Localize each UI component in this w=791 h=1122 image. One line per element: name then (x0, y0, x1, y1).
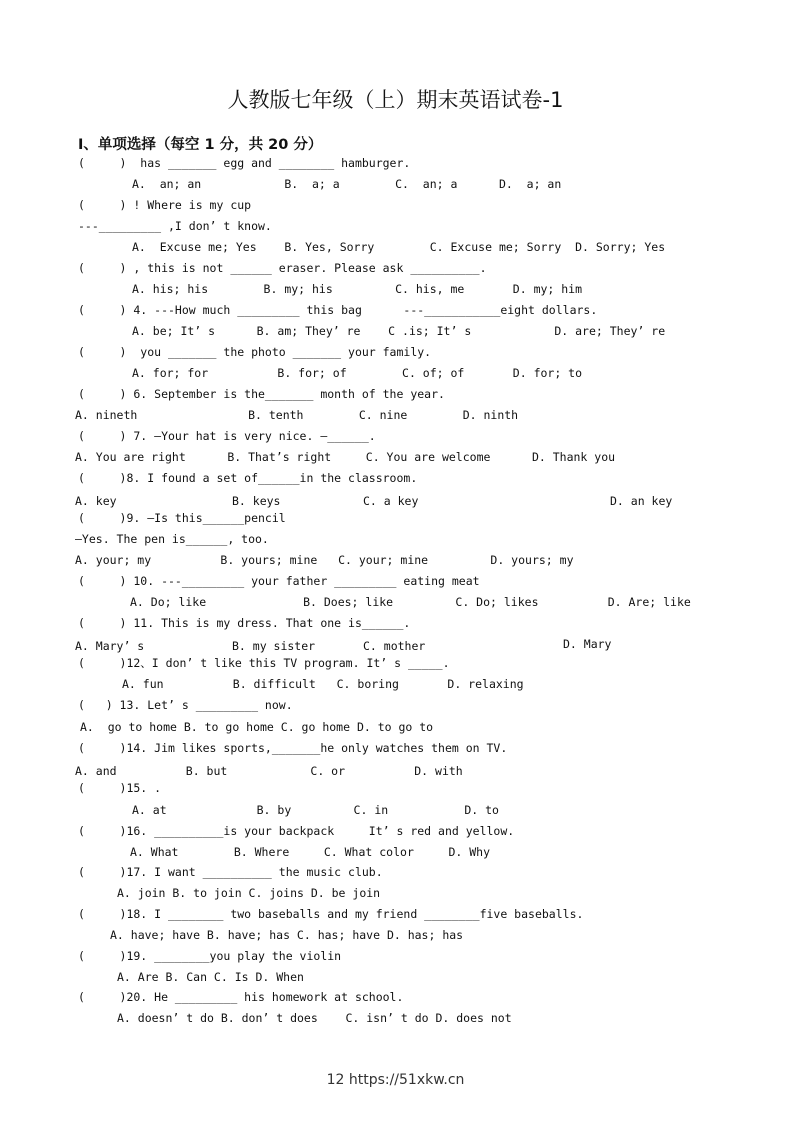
option-8a: A. key (75, 494, 117, 508)
question-17: ( )17. I want __________ the music club. (78, 865, 383, 879)
question-12: ( )12、I don’ t like this TV program. It’ s _____. (78, 656, 450, 670)
question-2: ( ) ! Where is my cup (78, 198, 252, 212)
question-7: ( ) 7. —Your hat is very nice. —______. (78, 429, 376, 443)
options-20: A. doesn’ t do B. don’ t does C. isn’ t do D. does not (117, 1011, 512, 1025)
section-heading: Ⅰ、单项选择（每空 1 分，共 20 分） (78, 137, 323, 153)
question-5: ( ) you _______ the photo _______ your family. (78, 345, 432, 359)
question-1: ( ) has _______ egg and ________ hamburger. (78, 156, 411, 170)
question-14: ( )14. Jim likes sports,_______he only watches them on TV. (78, 741, 508, 755)
question-19: ( )19. ________you play the violin (78, 949, 342, 963)
options-2: A. Excuse me; Yes B. Yes, Sorry C. Excuse me; Sorry D. Sorry; Yes (132, 240, 666, 254)
options-9: A. your; my B. yours; mine C. your; mine D. yours; my (75, 553, 574, 567)
question-13: ( ) 13. Let’ s _________ now. (78, 698, 293, 712)
question-18: ( )18. I ________ two baseballs and my friend ________five baseballs. (78, 907, 584, 921)
question-8: ( )8. I found a set of______in the classroom. (78, 471, 418, 485)
question-16: ( )16. __________is your backpack It’ s red and yellow. (78, 824, 515, 838)
question-10: ( ) 10. ---_________ your father _________ eating meat (78, 574, 480, 588)
options-6: A. nineth B. tenth C. nine D. ninth (75, 408, 519, 422)
options-3: A. his; his B. my; his C. his, me D. my; him (132, 282, 583, 296)
options-7: A. You are right B. That’s right C. You are welcome D. Thank you (75, 450, 616, 464)
options-17: A. join B. to join C. joins D. be join (117, 886, 381, 900)
question-6: ( ) 6. September is the_______ month of the year. (78, 387, 445, 401)
question-9: ( )9. —Is this______pencil (78, 511, 286, 525)
options-12: A. fun B. difficult C. boring D. relaxing (122, 677, 524, 691)
page-title: 人教版七年级（上）期末英语试卷-1 (227, 88, 564, 112)
question-11: ( ) 11. This is my dress. That one is______. (78, 616, 411, 630)
question-15: ( )15. . (78, 781, 162, 795)
question-9-reply: —Yes. The pen is______, too. (75, 532, 269, 546)
question-3: ( ) , this is not ______ eraser. Please ask __________. (78, 261, 487, 275)
option-11d: D. Mary (563, 637, 612, 651)
question-2-reply: ---_________ ,I don’ t know. (78, 219, 272, 233)
options-13: A. go to home B. to go home C. go home D. to go to (80, 720, 434, 734)
question-20: ( )20. He _________ his homework at school. (78, 990, 404, 1004)
options-16: A. What B. Where C. What color D. Why (130, 845, 491, 859)
options-5: A. for; for B. for; of C. of; of D. for; to (132, 366, 583, 380)
options-4: A. be; It’ s B. am; They’ re C .is; It’ s D. are; They’ re (132, 324, 666, 338)
option-8c: C. a key (363, 494, 419, 508)
option-11a: A. Mary’ s (75, 639, 145, 653)
options-19: A. Are B. Can C. Is D. When (117, 970, 304, 984)
option-11b: B. my sister (232, 639, 316, 653)
option-8b: B. keys (232, 494, 281, 508)
options-14: A. and B. but C. or D. with (75, 764, 463, 778)
options-18: A. have; have B. have; has C. has; have D. has; has (110, 928, 464, 942)
option-8d: D. an key (610, 494, 673, 508)
options-10: A. Do; like B. Does; like C. Do; likes D. Are; like (130, 595, 691, 609)
page-footer: 12 https://51xkw.cn (326, 1072, 465, 1088)
options-15: A. at B. by C. in D. to (132, 803, 499, 817)
option-11c: C. mother (363, 639, 426, 653)
options-1: A. an; an B. a; a C. an; a D. a; an (132, 177, 562, 191)
question-4: ( ) 4. ---How much _________ this bag ---___________eight dollars. (78, 303, 598, 317)
